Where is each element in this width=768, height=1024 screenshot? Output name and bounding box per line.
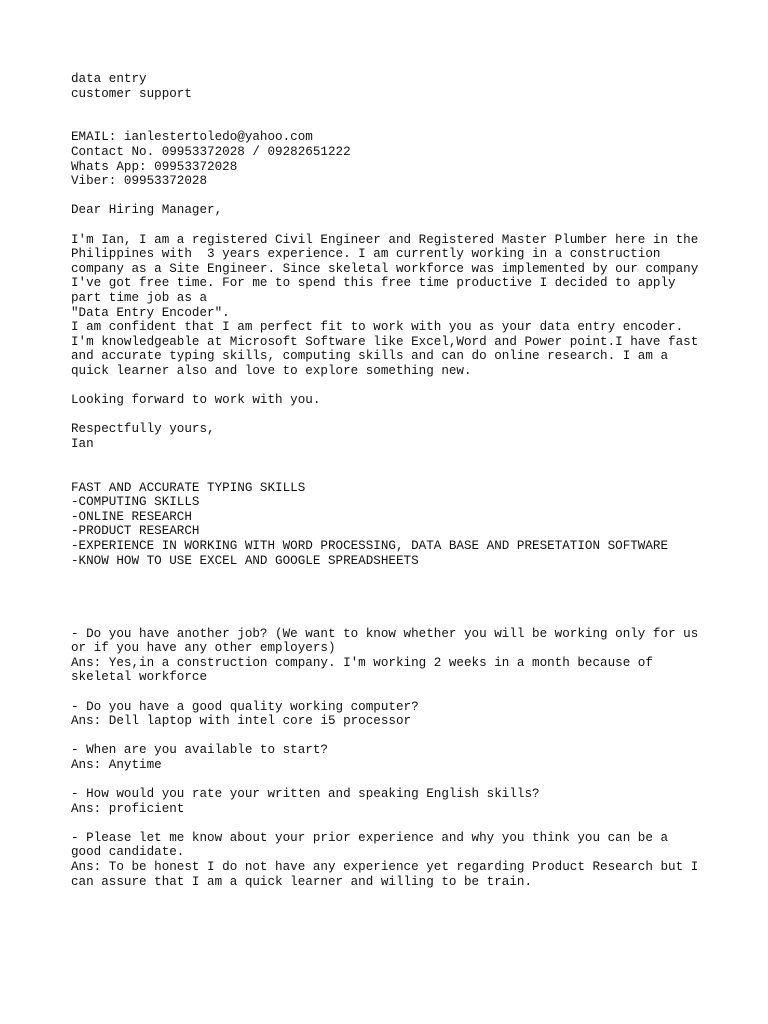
skills-item: -EXPERIENCE IN WORKING WITH WORD PROCESSING, DATA BASE AND PRESETATION SOFTWARE: [71, 539, 669, 553]
qa-section: [71, 627, 711, 890]
contact-phone: Contact No. 09953372028 / 09282651222: [71, 144, 351, 159]
letter-salutation: Dear Hiring Manager,: [71, 203, 223, 218]
contact-block: [71, 130, 711, 188]
qa-answer-line: Ans: Yes,in a construction company. I'm working 2 weeks in a month because of: [71, 655, 653, 670]
qa-answer-line: Ans: Dell laptop with intel core i5 processor: [71, 714, 412, 729]
document-page: [71, 72, 711, 889]
letter-body-line: I'm knowledgeable at Microsoft Software like Excel,Word and Power point.I have fast: [71, 334, 699, 349]
letter-signoff: Respectfully yours,: [71, 422, 215, 437]
skills-item: -PRODUCT RESEARCH: [71, 524, 200, 539]
letter-body-line: Philippines with 3 years experience. I am currently working in a construction: [71, 247, 661, 262]
letter-body: [71, 233, 711, 379]
qa-answer-line: skeletal workforce: [71, 670, 208, 685]
qa-item: [71, 831, 711, 889]
header-block: [71, 72, 711, 101]
letter-body-line: company as a Site Engineer. Since skeletal workforce was implemented by our company: [71, 261, 699, 276]
letter-signature: Ian: [71, 436, 94, 451]
qa-answer-line: Ans: proficient: [71, 801, 185, 816]
qa-question-line: - Please let me know about your prior experience and why you think you can be a: [71, 830, 669, 845]
skills-item: -COMPUTING SKILLS: [71, 495, 200, 510]
letter-body-line: and accurate typing skills, computing skills and can do online research. I am a: [71, 349, 669, 364]
qa-answer-line: Ans: Anytime: [71, 757, 162, 772]
qa-question-line: - When are you available to start?: [71, 743, 328, 758]
qa-answer-line: can assure that I am a quick learner and willing to be train.: [71, 874, 533, 889]
letter-body-line: I am confident that I am perfect fit to work with you as your data entry encoder.: [71, 320, 684, 335]
skills-item: -ONLINE RESEARCH: [71, 509, 192, 524]
skills-item: -KNOW HOW TO USE EXCEL AND GOOGLE SPREADSHEETS: [71, 553, 419, 568]
letter-body-line: I've got free time. For me to spend this free time productive I decided to apply: [71, 276, 676, 291]
header-line: data entry: [71, 72, 147, 86]
qa-question-line: - Do you have another job? (We want to know whether you will be working only for us: [71, 626, 699, 641]
contact-email: EMAIL: ianlestertoledo@yahoo.com: [71, 130, 313, 145]
letter-body-line: I'm Ian, I am a registered Civil Engineer and Registered Master Plumber here in the: [71, 232, 699, 247]
letter-closing-line: Looking forward to work with you.: [71, 393, 321, 408]
contact-whatsapp: Whats App: 09953372028: [71, 159, 238, 174]
skills-list: [71, 481, 711, 569]
qa-item: [71, 627, 711, 685]
skills-item: FAST AND ACCURATE TYPING SKILLS: [71, 480, 306, 495]
qa-answer-line: Ans: To be honest I do not have any experience yet regarding Product Research but I: [71, 860, 699, 875]
qa-question-line: - How would you rate your written and speaking English skills?: [71, 787, 540, 802]
qa-item: [71, 787, 711, 816]
qa-item: [71, 743, 711, 772]
qa-item: [71, 700, 711, 729]
qa-question-line: good candidate.: [71, 845, 185, 860]
qa-question-line: or if you have any other employers): [71, 641, 336, 656]
letter-body-line: part time job as a: [71, 290, 208, 305]
letter-body-line: quick learner also and love to explore something new.: [71, 363, 472, 378]
qa-question-line: - Do you have a good quality working computer?: [71, 699, 419, 714]
letter-body-line: "Data Entry Encoder".: [71, 305, 230, 320]
letter-block: [71, 203, 711, 451]
header-line: customer support: [71, 86, 192, 101]
contact-viber: Viber: 09953372028: [71, 174, 208, 189]
